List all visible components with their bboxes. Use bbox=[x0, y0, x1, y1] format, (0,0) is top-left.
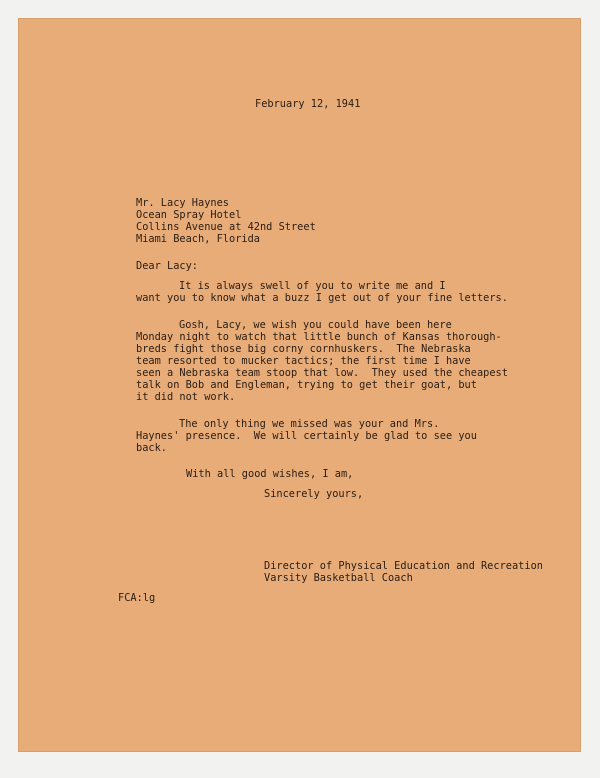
letter-date: February 12, 1941 bbox=[255, 98, 361, 110]
salutation: Dear Lacy: bbox=[136, 260, 198, 272]
paragraph-2-line-1: Gosh, Lacy, we wish you could have been here bbox=[179, 319, 452, 331]
paragraph-1-line-1: It is always swell of you to write me and I bbox=[179, 280, 446, 292]
signoff: Sincerely yours, bbox=[264, 488, 364, 500]
paragraph-3-line-1: The only thing we missed was your and Mrs. bbox=[179, 418, 440, 430]
recipient-street: Collins Avenue at 42nd Street bbox=[136, 221, 316, 233]
closing-line: With all good wishes, I am, bbox=[186, 468, 354, 480]
recipient-city: Miami Beach, Florida bbox=[136, 233, 260, 245]
paragraph-3-line-2: Haynes' presence. We will certainly be glad to see you bbox=[136, 430, 477, 442]
letter-paper bbox=[18, 18, 581, 752]
signature-title-2: Varsity Basketball Coach bbox=[264, 572, 413, 584]
paragraph-2-line-4: team resorted to mucker tactics; the first time I have bbox=[136, 355, 471, 367]
paragraph-3-line-3: back. bbox=[136, 442, 167, 454]
paragraph-2-line-7: it did not work. bbox=[136, 391, 236, 403]
paragraph-2-line-3: breds fight those big corny cornhuskers. The Nebraska bbox=[136, 343, 471, 355]
signature-title-1: Director of Physical Education and Recreation bbox=[264, 560, 543, 572]
paragraph-2-line-5: seen a Nebraska team stoop that low. They used the cheapest bbox=[136, 367, 508, 379]
recipient-hotel: Ocean Spray Hotel bbox=[136, 209, 242, 221]
paragraph-2-line-6: talk on Bob and Engleman, trying to get their goat, but bbox=[136, 379, 477, 391]
typist-initials: FCA:lg bbox=[118, 592, 156, 604]
recipient-name: Mr. Lacy Haynes bbox=[136, 197, 229, 209]
paragraph-1-line-2: want you to know what a buzz I get out of your fine letters. bbox=[136, 292, 508, 304]
paragraph-2-line-2: Monday night to watch that little bunch of Kansas thorough- bbox=[136, 331, 502, 343]
